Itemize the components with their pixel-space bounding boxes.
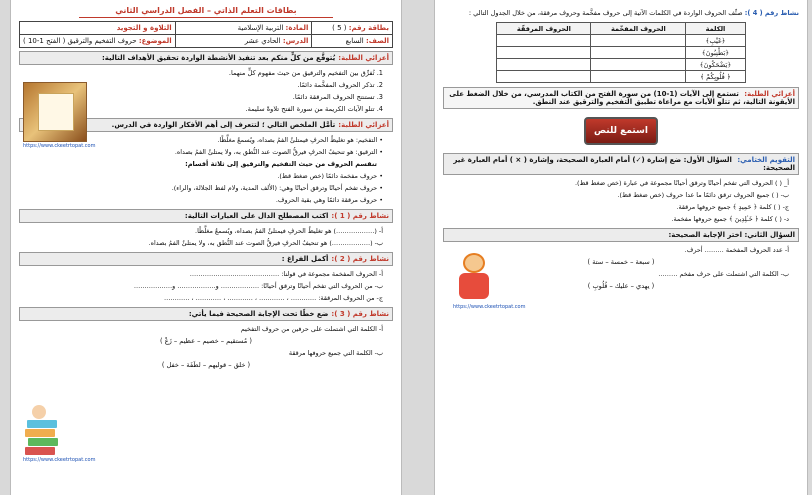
- word-cell: ﴿بَطْنِبُونَ﴾: [686, 47, 745, 59]
- objectives-title: يُتوقَّع من كلٍّ منكم بعد تنفيذ الأنشطة الواردة تحقيق الأهداف التالية:: [101, 54, 336, 62]
- true-false-item: د- ( ) كلمة ﴿ خَـٰلِدِينَ ﴾ جميع حروفها مفخمة.: [671, 215, 789, 223]
- activity1-item: أ- (………………) هو تغليظُ الحرفِ فيمتلئُ الفمُ بصداه، ويُسمعُ مغلَّظًا.: [195, 227, 383, 235]
- activity4-label: نشاط رقم ( 4 ):: [744, 9, 799, 17]
- activity2-label: نشاط رقم ( 2 ):: [331, 255, 389, 263]
- page-header: بطاقات التعلم الذاتي – الفصل الدراسي الثاني: [79, 6, 333, 18]
- class-value: السابع: [345, 37, 364, 45]
- worksheet-page-right: [434, 0, 808, 495]
- topic-value: حروف التفخيم والترقيق ( الفتح 1-10 ): [23, 37, 137, 45]
- books-url: https://www.ckeetrtopat.com: [23, 457, 96, 463]
- division-item: • حروف مرققة دائمًا وهي بقية الحروف.: [19, 194, 393, 206]
- word-cell: ﴿ قُلُوبِكُمْ ﴾: [686, 71, 745, 83]
- topic-label: الموضوع:: [138, 37, 172, 45]
- word-cell: ﴿غَيْبِ﴾: [686, 35, 745, 47]
- activity3-label: نشاط رقم ( 3 ):: [331, 310, 389, 318]
- objective-item: 3. تستنتج الحروف المرققة دائمًا.: [292, 93, 383, 101]
- classification-table: [496, 22, 745, 83]
- activity4-title: صنِّف الحروف الواردة في الكلمات الآتية إلى حروف مفخَّمة وحروف مرققة، من خلال الجدول التالي :: [468, 9, 743, 17]
- image-url: https://www.ckeetrtopat.com: [23, 143, 96, 149]
- summary-title: تأمَّل الملخص التالي ؛ لتتعرف إلى أهم الأفكار الواردة في الدرس.: [111, 121, 336, 129]
- summary-item: • التفخيم: هو تغليظُ الحرفِ فيمتلئُ الفمُ بصداه، ويُسمعُ مغلَّظًا.: [19, 134, 393, 146]
- listen-label: أعزائي الطلبة:: [744, 90, 795, 98]
- activity3-title: ضع خطًا تحت الإجابة الصحيحة فيما يأتي:: [188, 310, 329, 318]
- card-number: ( 5 ): [332, 24, 347, 32]
- word-cell: ﴿يَضْحَكُونَ﴾: [686, 59, 745, 71]
- activity1-title: اكتب المصطلح الدال على العبارات التالية:: [184, 212, 329, 220]
- summary-item: • الترقيق: هو تنحيفُ الحرفِ فيرقُّ الصوت عند النُّطق به، ولا يمتلئُ الفمُ بصداه.: [19, 146, 393, 158]
- col-header-word: الكلمة: [686, 23, 745, 35]
- info-table: [19, 21, 393, 48]
- true-false-item: ج- ( ) كلمة ﴿ حَمِيدٍ ﴾ جميع حروفها مرققة.: [676, 203, 789, 211]
- true-false-item: ب- ( ) جميع الحروف ترقق دائمًا ما عدا حروف (خص ضغط قظ).: [617, 191, 789, 199]
- summary-label: أعزائي الطلبة:: [338, 121, 389, 129]
- activity3-question: ب- الكلمة التي جميع حروفها مرققة: [288, 349, 383, 357]
- quran-image: [23, 82, 87, 142]
- listen-audio-button[interactable]: استمع للنص: [584, 117, 658, 145]
- card-label: بطاقة رقم:: [348, 24, 389, 32]
- activity1-heading: [19, 209, 393, 223]
- final-heading: [443, 153, 799, 175]
- objectives-heading: [19, 51, 393, 65]
- final-q1-title: السؤال الأول: ضع إشارة (✓) أمام العبارة الصحيحة، وإشارة ( × ) أمام العبارة غير الصحيحة:: [453, 156, 795, 172]
- worksheet-page-left: [10, 0, 402, 495]
- final-label: التقويم الختامي:: [737, 156, 795, 164]
- listen-text-2: الضغط على الأيقونة التالية، ثم تتلو الآيات مع مراعاة تطبيق التفخيم والترقيق عند النطق.: [449, 90, 795, 106]
- activity2-item: أ- الحروف المفخمة مجموعة في قولنا: ……………………………………: [189, 270, 383, 278]
- books-image: [23, 405, 59, 455]
- activity3-heading: [19, 307, 393, 321]
- col-header-heavy: الحروف المفخّمة: [591, 23, 686, 35]
- true-false-item: أ_ ( ) الحروف التي تفخم أحيانًا وترقق أحيانًا مجموعة في عبارة (خص ضغط قظ).: [574, 179, 789, 187]
- division-heading: تنقسم الحروف من حيث التفخيم والترقيق إلى ثلاثة أقسام:: [185, 160, 377, 168]
- final-q2-item: ب- الكلمة التي اشتملت على حرف مفخم ………: [658, 270, 789, 278]
- class-label: الصف:: [365, 37, 389, 45]
- subject-value: التربية الإسلامية: [237, 24, 284, 32]
- objective-item: 4. تتلو الآيات الكريمة من سورة الفتح تلاوةً سليمة.: [245, 105, 383, 113]
- activity2-heading: [19, 252, 393, 266]
- col-header-light: الحروف المرققّة: [497, 23, 591, 35]
- listen-heading: [443, 87, 799, 109]
- activity3-question: أ- الكلمة التي اشتملت على حرفين من حروف التفخيم: [240, 325, 383, 333]
- objective-item: 2. تذكر الحروف المفخَّمة دائمًا.: [297, 81, 383, 89]
- activity2-title: أكمل الفراغ :: [281, 255, 329, 263]
- division-item: • حروف مفخمة دائمًا (خص ضغط قظ).: [19, 170, 393, 182]
- student-image-url: https://www.ckeetrtopat.com: [453, 304, 526, 310]
- activity1-label: نشاط رقم ( 1 ):: [331, 212, 389, 220]
- activity3-options: ( خلق – قوليهم – لطَفَة – خفل ): [161, 361, 251, 369]
- objectives-label: أعزائي الطلبة:: [338, 54, 389, 62]
- student-image: [453, 253, 495, 303]
- objective-item: 1. تُفرِّق بين التفخيم والترقيق من حيث مفهوم كلٍّ منهما.: [228, 69, 383, 77]
- branch-value: التلاوة و التجويد: [20, 22, 176, 35]
- activity2-item: ب- من الحروف التي تفخم أحيانًا وترقق أحيانًا: ……………… و……………… و………………: [133, 282, 383, 290]
- activity4-heading: [443, 8, 799, 18]
- final-q2-options: ( سبعة – خمسة – ستة ): [587, 258, 655, 266]
- final-q2-heading: السؤال الثاني: اختر الإجابة الصحيحة:: [443, 228, 799, 242]
- lesson-label: الدرس:: [282, 37, 309, 45]
- activity3-options: ( مُستقيم – خصيم – عظيم – زَعْ ): [160, 337, 252, 345]
- listen-text-1: تستمع إلى الآيات (1-10) من سورة الفتح من الكتاب المدرسي، من خلال: [492, 90, 739, 98]
- lesson-value: الحادي عشر: [244, 37, 281, 45]
- division-item: • حروف تفخم أحيانًا وترقق أحيانًا وهي: (الألف المدية، ولام لفظ الجلالة، والراء).: [19, 182, 393, 194]
- subject-label: المادة:: [285, 24, 309, 32]
- activity2-item: ج- من الحروف المرققة: ………… ، ………… ، ………… ، ………… ، …………: [163, 294, 383, 302]
- final-q2-item: أ- عدد الحروف المفخمة ……… أحرف.: [684, 246, 789, 254]
- activity1-item: ب- (………………) هو تنحيفُ الحرفِ فيرقُّ الصوت عند النُّطق به، ولا يمتلئُ الفمُ بصداه.: [148, 239, 383, 247]
- final-q2-options: ( يهدي – عليك – قُلُوبِ ): [587, 282, 655, 290]
